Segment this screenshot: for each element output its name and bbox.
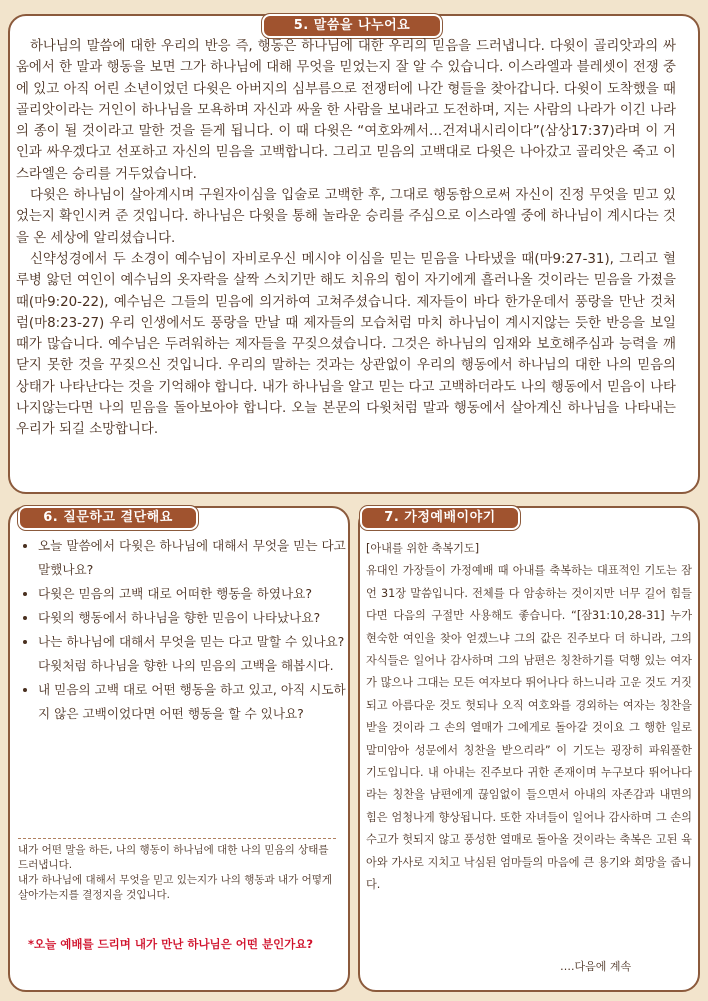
question-item: • 내 믿음의 고백 대로 어떤 행동을 하고 있고, 아직 시도하지 않은 고백이었다면 어떤 행동을 할 수 있나요? <box>38 678 356 726</box>
section5-body <box>16 36 676 441</box>
section7-body <box>366 538 692 897</box>
section7-heading: [아내를 위한 축복기도] <box>366 542 480 555</box>
section7-title: 7. 가정예배이야기 <box>360 506 520 530</box>
section7-text: 유대인 가장들이 가정예배 때 아내를 축복하는 대표적인 기도는 잠언 31장 말씀입니다. 전체를 다 암송하는 것이지만 너무 길어 힘들다면 다음의 구절만 사용해도 좋습니다. “[잠31:10,28-31] 누가 현숙한 여인을 찾아 얻겠느냐 그의 값은 진주보다 더 하니라, 그의 자식들은 일어나 감사하며 그의 남편은 칭찬하기를 덕행 있는 여자가 많으나 그대는 모든 여자보다 뛰어나다 하느니라 고운 것도 거짓되고 아름다운 것도 헛되나 오직 여호와를 경외하는 여자는 칭찬을 받을 것이라 그 손의 열매가 그에게로 돌아갈 것이요 그 행한 일로 말미암아 성문에서 칭찬을 받으리라” 이 기도는 굉장히 파워풀한 기도입니다. 내 아내는 진주보다 귀한 존재이며 누구보다 뛰어나다라는 칭찬을 남편에게 끊임없이 들으면서 아내의 자존감과 내면의 힘은 엄청나게 향상됩니다. 또한 자녀들이 일어나 감사하며 그 손의 수고가 헛되지 않고 풍성한 열매로 돌아올 것이라는 축복은 고된 육아와 가사로 지치고 낙심된 엄마들의 마음에 큰 용기와 희망을 줍니다. <box>366 564 692 892</box>
summary-line: 내가 어떤 말을 하든, 나의 행동이 하나님에 대한 나의 믿음의 상태를 드러냅니다. <box>18 844 329 871</box>
reflection-callout: *오늘 예배를 드리며 내가 만난 하나님은 어떤 분인가요? <box>28 937 314 951</box>
question-list <box>18 534 356 726</box>
continued-note: ….다음에 계속 <box>560 960 632 973</box>
section5-title: 5. 말씀을 나누어요 <box>262 14 442 38</box>
question-item: • 다윗의 행동에서 하나님을 향한 믿음이 나타났나요? <box>38 606 356 630</box>
section6-title: 6. 질문하고 결단해요 <box>18 506 198 530</box>
summary-line: 내가 하나님에 대해서 무엇을 믿고 있는지가 나의 행동과 내가 어떻게 살아가는지를 결정지을 것입니다. <box>18 874 333 901</box>
section5-paragraph-3: 신약성경에서 두 소경이 예수님이 자비로우신 메시야 이심을 믿는 믿음을 나타냈을 때(마9:27-31), 그리고 혈루병 앓던 여인이 예수님의 옷자락을 살짝 스치기만 해도 치유의 힘이 자기에게 흘러나올 것이라는 믿음을 가졌을 때(마9:20-22), 예수님은 그들의 믿음에 의거하여 고쳐주셨습니다. 제자들이 바다 한가운데서 풍랑을 만난 것처럼(마8:23-27) 우리 인생에서도 풍랑을 만날 때 제자들의 모습처럼 마치 하나님이 계시지않는 듯한 반응을 보일 때가 많습니다. 예수님은 두려워하는 제자들을 꾸짖으셨습니다. 그것은 하나님의 임재와 보호해주심과 능력을 깨닫지 못한 것을 꾸짖으신 것입니다. 우리의 말하는 것과는 상관없이 우리의 행동에서 하나님의 대한 나의 믿음의 상태가 나타난다는 것을 기억해야 합니다. 내가 하나님을 알고 믿는 다고 고백하더라도 나의 행동에서 믿음이 나타나지않는다면 나의 믿음을 돌아보아야 합니다. 오늘 본문의 다윗처럼 말과 행동에서 살아계신 하나님을 나타내는 우리가 되길 소망합니다. <box>16 251 676 438</box>
question-item: • 오늘 말씀에서 다윗은 하나님에 대해서 무엇을 믿는 다고 말했나요? <box>38 534 356 582</box>
section5-paragraph-2: 다윗은 하나님이 살아계시며 구원자이심을 입술로 고백한 후, 그대로 행동함으로써 자신이 진정 무엇을 믿고 있었는지 확인시켜 준 것입니다. 하나님은 다윗을 통해 놀라운 승리를 주심으로 이스라엘 중에 하나님이 계시다는 것을 온 세상에 알리셨습니다. <box>16 188 676 246</box>
section5-paragraph-1: 하나님의 말씀에 대한 우리의 반응 즉, 행동은 하나님에 대한 우리의 믿음을 드러냅니다. 다윗이 골리앗과의 싸움에서 한 말과 행동을 보면 그가 하나님에 대해 무엇을 믿었는지 잘 알 수 있습니다. 이스라엘과 블레셋이 전쟁 중에 있고 아직 어린 소년이었던 다윗은 아버지의 심부름으로 전쟁터에 나간 형들을 찾아갑니다. 다윗이 도착했을 때 골리앗이라는 거인이 하나님을 모욕하며 자신과 싸울 한 사람을 보내라고 도전하며, 지는 사람의 나라가 이긴 나라의 종이 될 것이라고 말한 것을 듣게 됩니다. 이 때 다윗은 “여호와께서…건져내시리이다”(삼상17:37)라며 이 거인과 싸우겠다고 선포하고 자신의 믿음을 고백합니다. 그리고 믿음의 고백대로 다윗은 나아갔고 골리앗은 죽고 이스라엘은 승리를 거두었습니다. <box>16 39 676 182</box>
section6-summary <box>18 838 336 903</box>
question-item: • 다윗은 믿음의 고백 대로 어떠한 행동을 하였나요? <box>38 582 356 606</box>
question-item: • 나는 하나님에 대해서 무엇을 믿는 다고 말할 수 있나요? 다윗처럼 하나님을 향한 나의 믿음의 고백을 해봅시다. <box>38 630 356 678</box>
